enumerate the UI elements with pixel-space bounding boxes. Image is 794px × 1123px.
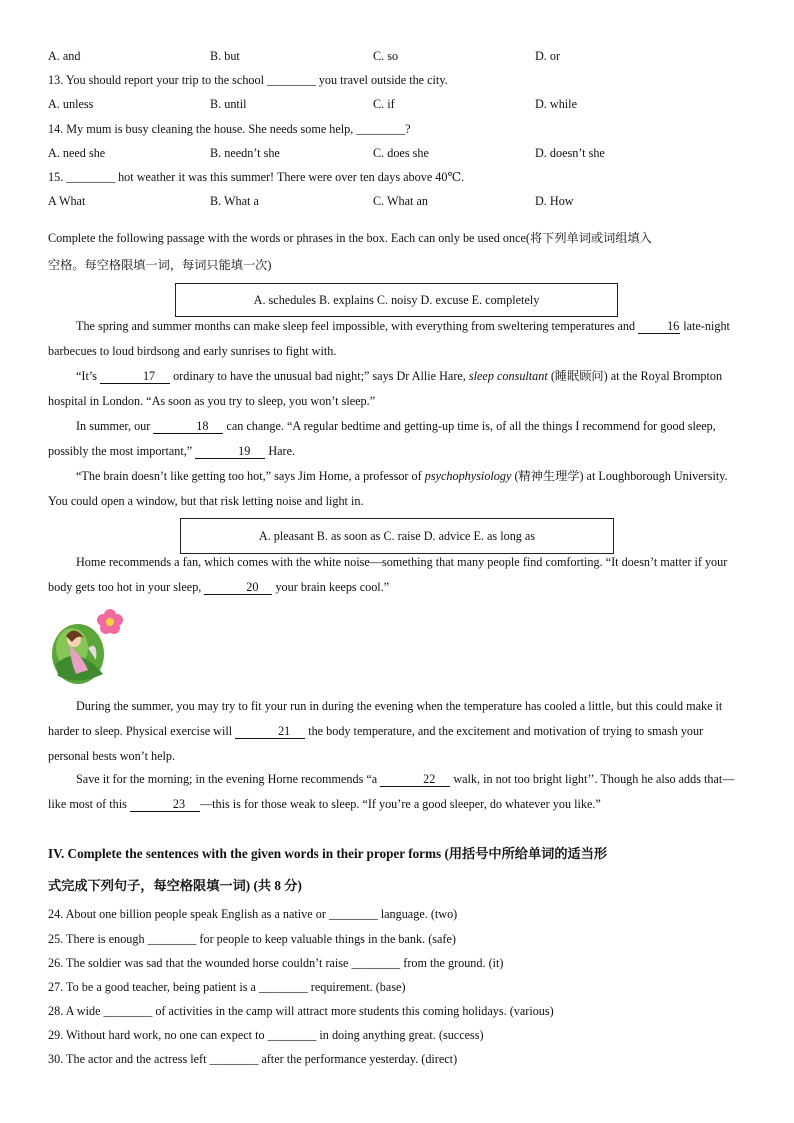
question-15: 15. ________ hot weather it was this summer! There were over ten days above 40℃. [48,170,465,184]
section-4-heading-line2: 式完成下列句子，每空格限填一词) (共 8 分) [48,878,302,893]
section-4-heading-line1: IV. Complete the sentences with the given words in their proper forms (用括号中所给单词的适当形 [48,846,608,861]
option-b: B. needn’t she [210,146,280,160]
word-box-2: A. pleasant B. as soon as C. raise D. advice E. as long as [180,518,614,554]
option-a: A. need she [48,146,106,160]
option-c: C. does she [373,146,429,160]
blank-22[interactable]: 22 [380,773,450,787]
answer-blank[interactable]: ________ [147,932,197,946]
passage-paragraph-1: The spring and summer months can make sleep feel impossible, with everything from sweltering temperatures and 16 late-night barbecues to loud birdsong and early sunrises to fight with. [48,319,730,358]
answer-blank[interactable]: ________ [267,73,316,87]
blank-21[interactable]: 21 [235,725,305,739]
answer-blank[interactable]: ________ [328,907,378,921]
option-c: C. so [373,49,399,63]
option-c: C. if [373,97,395,111]
option-b: B. What a [210,194,259,208]
blank-18[interactable]: 18 [153,420,223,434]
option-a: A. unless [48,97,94,111]
q13-options [48,96,748,112]
option-b: B. but [210,49,240,63]
blank-16[interactable]: 16 [638,320,680,334]
blank-17[interactable]: 17 [100,370,170,384]
option-d: D. doesn’t she [535,146,605,160]
section-instruction-line2: 空格。每空格限填一词，每词只能填一次) [48,258,272,272]
answer-blank[interactable]: ________ [258,980,308,994]
q12-options [48,48,748,64]
answer-blank[interactable]: ________ [209,1052,259,1066]
option-c: C. What an [373,194,428,208]
blank-23[interactable]: 23 [130,798,200,812]
option-d: D. How [535,194,574,208]
q15-options [48,193,748,209]
q14-options [48,145,748,161]
passage-paragraph-4: “The brain doesn’t like getting too hot,” says Jim Home, a professor of psychophysiology (精神生理学) at Loughborough University. You could open a window, but that risk letting noise and light in. [48,469,728,508]
passage-paragraph-5: Home recommends a fan, which comes with the white noise—something that many people find comforting. “It doesn’t matter if your body gets too hot in your sleep, 20 your brain keeps cool.” [48,555,728,594]
question-14: 14. My mum is busy cleaning the house. She needs some help, ________? [48,122,411,136]
passage-paragraph-2: “It’s 17 ordinary to have the unusual bad night;” says Dr Allie Hare, sleep consultant (睡眠顾问) at the Royal Brompton hospital in London. “As soon as you try to sleep, you won’t sleep.” [48,369,723,408]
question-26: 26. The soldier was sad that the wounded horse couldn’t raise ________ from the ground. (it) [48,956,504,970]
answer-blank[interactable]: ________ [103,1004,153,1018]
passage-paragraph-6: During the summer, you may try to fit your run in during the evening when the temperature has cooled a little, but this could make it harder to sleep. Physical exercise will 21 the body temperature, and the excitement and motivation of trying to smash your personal bests won’t help. [48,699,723,763]
passage-paragraph-7: Save it for the morning; in the evening Horne recommends “a 22 walk, in not too bright light’’. Though he also adds that—like most of this 23 —this is for those weak to sleep. “If you’re a good sleeper, do whatever you like.” [48,772,735,811]
question-13: 13. You should report your trip to the school ________ you travel outside the city. [48,73,448,87]
question-25: 25. There is enough ________ for people to keep valuable things in the bank. (safe) [48,932,456,946]
answer-blank[interactable]: ________ [351,956,401,970]
question-29: 29. Without hard work, no one can expect to ________ in doing anything great. (success) [48,1028,484,1042]
option-d: D. while [535,97,577,111]
option-b: B. until [210,97,247,111]
option-a: A What [48,194,86,208]
option-a: A. and [48,49,81,63]
section-instruction-line1: Complete the following passage with the words or phrases in the box. Each can only be used once(将下列单词或词组填入 [48,231,652,245]
answer-blank[interactable]: ________ [267,1028,317,1042]
option-d: D. or [535,49,561,63]
question-30: 30. The actor and the actress left ________ after the performance yesterday. (direct) [48,1052,458,1066]
answer-blank[interactable]: ________ [356,122,406,136]
question-27: 27. To be a good teacher, being patient is a ________ requirement. (base) [48,980,406,994]
question-28: 28. A wide ________ of activities in the camp will attract more students this coming holidays. (various) [48,1004,554,1018]
blank-19[interactable]: 19 [195,445,265,459]
blank-20[interactable]: 20 [204,581,272,595]
answer-blank[interactable]: ________ [66,170,116,184]
passage-paragraph-3: In summer, our 18 can change. “A regular bedtime and getting-up time is, of all the things I recommend for good sleep, possibly the most important,” 19 Hare. [48,419,716,458]
question-24: 24. About one billion people speak English as a native or ________ language. (two) [48,907,458,921]
word-box-1: A. schedules B. explains C. noisy D. excuse E. completely [175,283,618,317]
fairy-illustration [48,604,126,688]
